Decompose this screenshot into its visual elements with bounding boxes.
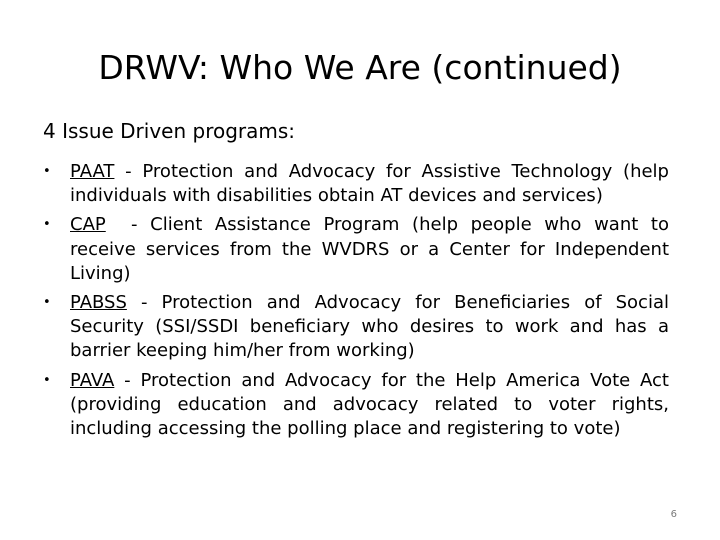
program-description: - Protection and Advocacy for Assistive Technology (help individuals with disabilities obtain AT devices and services) (70, 161, 675, 207)
program-acronym: PABSS (70, 292, 127, 314)
program-acronym: PAVA (70, 369, 115, 391)
program-list (43, 160, 675, 446)
program-description: - Protection and Advocacy for Beneficiaries of Social Security (SSI/SSDI beneficiary who desires to work and has a barrier keeping him/her from working) (70, 292, 675, 362)
slide-title: DRWV: Who We Are (continued) (98, 48, 622, 87)
program-item-pava (43, 369, 675, 442)
bullet-icon: • (43, 372, 51, 388)
page-number: 6 (670, 509, 677, 520)
slide-subtitle: 4 Issue Driven programs: (43, 119, 296, 143)
program-item-paat (43, 160, 675, 208)
bullet-icon: • (43, 295, 51, 311)
program-description: - Protection and Advocacy for the Help America Vote Act (providing education and advocacy related to voter rights, including accessing the polling place and registering to vote) (70, 369, 675, 440)
program-item-cap (43, 213, 675, 286)
bullet-icon: • (43, 164, 51, 179)
program-item-pabss (43, 291, 675, 364)
bullet-icon: • (43, 217, 51, 233)
program-acronym: PAAT (70, 161, 115, 182)
program-description: - Client Assistance Program (help people who want to receive services from the WVDRS or a Center for Independent Living) (70, 214, 675, 284)
program-acronym: CAP (70, 214, 106, 236)
